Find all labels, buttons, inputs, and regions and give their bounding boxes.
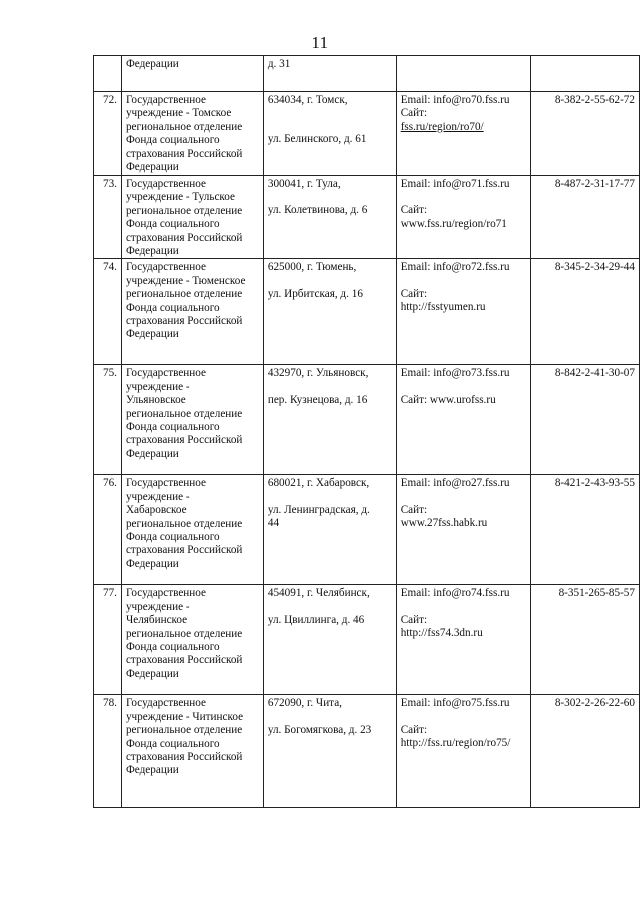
org-name-line: страхования Российской <box>125 544 243 557</box>
org-name-line: Федерации <box>125 667 179 680</box>
contacts <box>396 259 530 365</box>
org-name-line: Челябинское <box>125 614 188 627</box>
org-name-line: Федерации <box>125 557 179 570</box>
address-city: 432970, г. Ульяновск, <box>267 367 369 380</box>
org-name-line: Фонда социального <box>125 301 220 314</box>
org-name-line: Федерации <box>125 328 179 341</box>
org-name-line: страхования Российской <box>125 751 243 764</box>
fss-offices-table <box>93 55 640 808</box>
site-label: Сайт: <box>400 613 428 626</box>
org-name-line: региональное отделение <box>125 517 243 530</box>
website-link[interactable]: http://fsstyumen.ru <box>400 301 486 314</box>
phone: 8-351-265-85-57 <box>530 585 639 695</box>
table-row <box>94 585 640 695</box>
org-name-line: учреждение - Читинское <box>125 710 244 723</box>
cell-address <box>263 56 396 92</box>
org-name-line: страхования Российской <box>125 147 243 160</box>
table-row <box>94 475 640 585</box>
website-link[interactable]: http://fss74.3dn.ru <box>400 627 483 640</box>
org-name-line: Фонда социального <box>125 218 220 231</box>
org-name-line: региональное отделение <box>125 204 243 217</box>
address-city: 625000, г. Тюмень, <box>267 261 357 274</box>
org-name <box>121 259 263 365</box>
contacts <box>396 92 530 176</box>
site-label: Сайт: <box>400 287 428 300</box>
org-name-line: Государственное <box>125 697 206 710</box>
org-name <box>121 92 263 176</box>
org-name <box>121 585 263 695</box>
row-number: 72. <box>94 92 122 176</box>
website-link[interactable]: www.fss.ru/region/ro71 <box>400 217 507 230</box>
website-link[interactable]: http://fss.ru/region/ro75/ <box>400 737 511 750</box>
address-line: д. 31 <box>267 58 291 70</box>
address-city: 454091, г. Челябинск, <box>267 587 370 600</box>
contacts <box>396 695 530 808</box>
address <box>263 92 396 176</box>
address-city: 680021, г. Хабаровск, <box>267 477 370 490</box>
org-name-line: региональное отделение <box>125 120 243 133</box>
org-name-line: Федерации <box>125 245 179 258</box>
address-street: ул. Ленинградская, д. <box>267 503 370 516</box>
org-name-line: региональное отделение <box>125 724 243 737</box>
cell-name <box>121 56 263 92</box>
org-name-line: Фонда социального <box>125 641 220 654</box>
table-row <box>94 259 640 365</box>
address-city: 634034, г. Томск, <box>267 94 348 106</box>
site-label: Сайт: <box>400 503 428 516</box>
address-city: 300041, г. Тула, <box>267 178 341 190</box>
phone: 8-302-2-26-22-60 <box>530 695 639 808</box>
address-city: 672090, г. Чита, <box>267 697 342 710</box>
row-number: 76. <box>94 475 122 585</box>
org-name-line: региональное отделение <box>125 288 243 301</box>
address <box>263 475 396 585</box>
site-label: Сайт: <box>400 204 428 217</box>
address-street: пер. Кузнецова, д. 16 <box>267 393 368 406</box>
address-street: ул. Белинского, д. 61 <box>267 133 367 146</box>
org-name <box>121 475 263 585</box>
contacts <box>396 176 530 259</box>
table-row <box>94 176 640 259</box>
website-link[interactable]: Сайт: www.urofss.ru <box>400 393 496 406</box>
email-text: Email: info@ro75.fss.ru <box>400 697 510 710</box>
org-name-line: Федерации <box>125 161 179 174</box>
table-row-carryover <box>94 56 640 92</box>
table-row <box>94 92 640 176</box>
phone: 8-382-2-55-62-72 <box>530 92 639 176</box>
phone: 8-345-2-34-29-44 <box>530 259 639 365</box>
org-name-line: Федерации <box>125 447 179 460</box>
address-street-cont: 44 <box>267 517 280 530</box>
org-name-line: страхования Российской <box>125 654 243 667</box>
address <box>263 695 396 808</box>
address <box>263 176 396 259</box>
org-name-line: страхования Российской <box>125 315 243 328</box>
org-name-line: Фонда социального <box>125 531 220 544</box>
org-name-line: Государственное <box>125 367 206 380</box>
org-name-line: учреждение - Томское <box>125 107 232 120</box>
table-row <box>94 365 640 475</box>
org-name-line: страхования Российской <box>125 434 243 447</box>
org-name-line: Ульяновское <box>125 394 186 407</box>
phone: 8-421-2-43-93-55 <box>530 475 639 585</box>
page-number: 11 <box>311 33 329 52</box>
org-name-line: страхования Российской <box>125 231 243 244</box>
row-number: 75. <box>94 365 122 475</box>
address <box>263 365 396 475</box>
org-name-line: Фонда социального <box>125 421 220 434</box>
phone: 8-842-2-41-30-07 <box>530 365 639 475</box>
org-name-line: Государственное <box>125 477 206 490</box>
contacts <box>396 585 530 695</box>
org-name-line: учреждение - Тульское <box>125 191 235 204</box>
email-text: Email: info@ro70.fss.ru <box>400 94 510 106</box>
row-number: 77. <box>94 585 122 695</box>
site-label: Сайт: <box>400 723 428 736</box>
row-number: 78. <box>94 695 122 808</box>
row-number: 73. <box>94 176 122 259</box>
cell-phone <box>530 56 639 92</box>
org-name <box>121 365 263 475</box>
email-text: Email: info@ro71.fss.ru <box>400 178 510 190</box>
address <box>263 585 396 695</box>
org-name-line: учреждение - <box>125 380 190 393</box>
email-text: Email: info@ro27.fss.ru <box>400 477 510 490</box>
website-link[interactable]: www.27fss.habk.ru <box>400 517 488 530</box>
phone: 8-487-2-31-17-77 <box>530 176 639 259</box>
org-name-line: учреждение - <box>125 490 190 503</box>
org-name-line: региональное отделение <box>125 627 243 640</box>
contacts <box>396 475 530 585</box>
email-text: Email: info@ro73.fss.ru <box>400 367 510 380</box>
org-name-line: Фонда социального <box>125 134 220 147</box>
contacts <box>396 365 530 475</box>
org-name-line: Хабаровское <box>125 504 187 517</box>
org-name <box>121 176 263 259</box>
org-name-line: учреждение - Тюменское <box>125 274 246 287</box>
address-street: ул. Колетвинова, д. 6 <box>267 204 368 217</box>
org-name-line: учреждение - <box>125 600 190 613</box>
org-name-line: региональное отделение <box>125 407 243 420</box>
org-name <box>121 695 263 808</box>
address-street: ул. Богомягкова, д. 23 <box>267 723 372 736</box>
email-text: Email: info@ro74.fss.ru <box>400 587 510 600</box>
address-street: ул. Цвиллинга, д. 46 <box>267 613 365 626</box>
org-name-line: Государственное <box>125 587 206 600</box>
row-number: 74. <box>94 259 122 365</box>
address <box>263 259 396 365</box>
org-name-line: Государственное <box>125 178 206 190</box>
table-row <box>94 695 640 808</box>
site-label: Сайт: <box>400 107 428 120</box>
org-name-line: Федерации <box>125 764 179 777</box>
address-street: ул. Ирбитская, д. 16 <box>267 287 363 300</box>
org-name-line: Государственное <box>125 261 206 274</box>
org-name-line: Государственное <box>125 94 206 106</box>
cell-num <box>94 56 122 92</box>
org-name-line: Фонда социального <box>125 737 220 750</box>
website-link[interactable]: fss.ru/region/ro70/ <box>400 120 484 133</box>
email-text: Email: info@ro72.fss.ru <box>400 261 510 274</box>
org-name-line: Федерации <box>125 58 179 70</box>
cell-contacts <box>396 56 530 92</box>
